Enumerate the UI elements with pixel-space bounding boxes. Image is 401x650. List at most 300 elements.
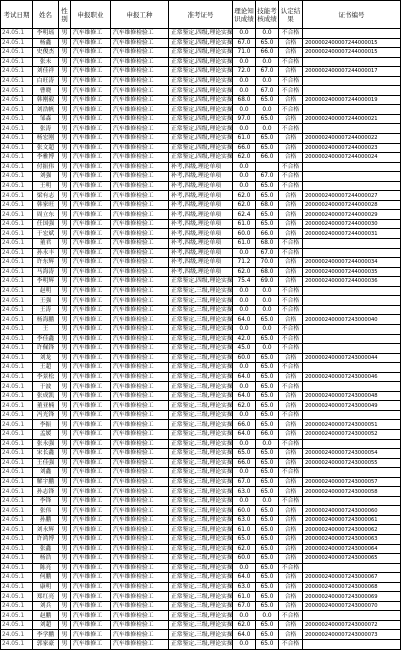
cell-name: 杨鑫: [33, 38, 59, 48]
table-row: [1, 544, 401, 554]
cell-name: 马海涛: [33, 267, 59, 277]
cell-job-type: 汽车维修检验工: [111, 401, 169, 411]
cell-profession: 汽车维修工: [71, 573, 111, 583]
cell-name: 王涛: [33, 305, 59, 315]
cell-skill-score: 65.0: [256, 449, 279, 459]
cell-certificate-no: 2000002400007244000015: [303, 38, 401, 48]
cell-gender: 男: [59, 439, 71, 449]
cell-theory-score: 71.2: [233, 258, 256, 268]
cell-job-type: 汽车维修检验工: [111, 153, 169, 163]
cell-profession: 汽车维修工: [71, 172, 111, 182]
cell-theory-score: 0.0: [233, 162, 256, 172]
table-row: [1, 172, 401, 182]
cell-job-type: 汽车维修检验工: [111, 477, 169, 487]
cell-certificate-no: 2000002400007243000060: [303, 506, 401, 516]
cell-job-type: 汽车维修检验工: [111, 420, 169, 430]
cell-job-type: 汽车维修检验工: [111, 57, 169, 67]
cell-theory-score: 65.0: [233, 534, 256, 544]
cell-name: 张文超: [33, 143, 59, 153]
cell-skill-score: 65.0: [256, 420, 279, 430]
cell-job-type: 汽车维修检验工: [111, 172, 169, 182]
cell-job-type: 汽车维修检验工: [111, 38, 169, 48]
cell-exam-date: 24.05.1: [1, 67, 33, 77]
table-row: [1, 525, 401, 535]
cell-name: 李景松: [33, 372, 59, 382]
cell-skill-score: 65.0: [256, 143, 279, 153]
cell-theory-score: 0.0: [233, 181, 256, 191]
cell-theory-score: 66.0: [233, 458, 256, 468]
cell-certificate-no: [303, 86, 401, 96]
cell-exam-category: 补考,四级,理论单项: [169, 210, 233, 220]
cell-job-type: 汽车维修检验工: [111, 353, 169, 363]
cell-name: 刘浩帆: [33, 105, 59, 115]
table-row: [1, 76, 401, 86]
table-row: [1, 38, 401, 48]
cell-job-type: 汽车维修检验工: [111, 210, 169, 220]
cell-certificate-no: [303, 344, 401, 354]
cell-gender: 男: [59, 286, 71, 296]
cell-profession: 汽车维修工: [71, 200, 111, 210]
cell-profession: 汽车维修工: [71, 277, 111, 287]
cell-profession: 汽车维修工: [71, 305, 111, 315]
cell-name: 李锋: [33, 496, 59, 506]
cell-exam-date: 24.05.1: [1, 162, 33, 172]
cell-name: 韩家旺: [33, 200, 59, 210]
table-row: [1, 487, 401, 497]
cell-result: 合格: [279, 200, 303, 210]
cell-job-type: 汽车维修检验工: [111, 515, 169, 525]
cell-name: 许鸿博: [33, 534, 59, 544]
table-row: [1, 286, 401, 296]
cell-result: 不合格: [279, 57, 303, 67]
table-row: [1, 420, 401, 430]
cell-profession: 汽车维修工: [71, 525, 111, 535]
cell-exam-category: 正常鉴定,四级,理论实操: [169, 86, 233, 96]
table-row: [1, 248, 401, 258]
cell-skill-score: 70.0: [256, 258, 279, 268]
cell-gender: 男: [59, 601, 71, 611]
cell-certificate-no: 2000002400007243000070: [303, 601, 401, 611]
cell-gender: 男: [59, 162, 71, 172]
cell-job-type: 汽车维修检验工: [111, 391, 169, 401]
cell-theory-score: 0.0: [233, 324, 256, 334]
cell-certificate-no: 2000002400007243000051: [303, 420, 401, 430]
cell-job-type: 汽车维修检验工: [111, 363, 169, 373]
cell-exam-category: 补考,四级,理论单项: [169, 229, 233, 239]
cell-name: 韩刚毅: [33, 95, 59, 105]
cell-exam-category: 正常鉴定,三级,理论实操: [169, 429, 233, 439]
cell-certificate-no: 2000002400007244000036: [303, 277, 401, 287]
cell-skill-score: 68.0: [256, 239, 279, 249]
cell-exam-category: 补考,四级,理论单项: [169, 162, 233, 172]
cell-theory-score: 42.0: [233, 334, 256, 344]
cell-exam-date: 24.05.1: [1, 248, 33, 258]
cell-certificate-no: 2000002400007244000022: [303, 134, 401, 144]
table-row: [1, 296, 401, 306]
cell-result: 合格: [279, 487, 303, 497]
cell-job-type: 汽车维修检验工: [111, 181, 169, 191]
cell-certificate-no: 2000002400007244000027: [303, 191, 401, 201]
cell-skill-score: 68.0: [256, 200, 279, 210]
table-row: [1, 640, 401, 650]
cell-theory-score: 0.0: [233, 76, 256, 86]
cell-certificate-no: 2000002400007243000044: [303, 353, 401, 363]
cell-exam-category: 正常鉴定,三级,理论实操: [169, 515, 233, 525]
cell-exam-category: 补考,四级,理论单项: [169, 239, 233, 249]
cell-theory-score: 67.0: [233, 477, 256, 487]
cell-exam-date: 24.05.1: [1, 640, 33, 650]
cell-gender: 男: [59, 229, 71, 239]
cell-name: 张伟: [33, 506, 59, 516]
cell-theory-score: 0.0: [233, 410, 256, 420]
cell-gender: 男: [59, 86, 71, 96]
cell-exam-category: 正常鉴定,三级,理论实操: [169, 534, 233, 544]
cell-certificate-no: [303, 410, 401, 420]
cell-profession: 汽车维修工: [71, 420, 111, 430]
cell-gender: 男: [59, 296, 71, 306]
cell-exam-category: 正常鉴定,四级,理论实操: [169, 48, 233, 58]
cell-gender: 男: [59, 181, 71, 191]
cell-name: 李佳鑫: [33, 334, 59, 344]
cell-result: 合格: [279, 582, 303, 592]
cell-job-type: 汽车维修检验工: [111, 496, 169, 506]
cell-result: 不合格: [279, 496, 303, 506]
cell-gender: 男: [59, 172, 71, 182]
cell-exam-category: 正常鉴定,三级,理论实操: [169, 525, 233, 535]
cell-name: 解宇鹏: [33, 477, 59, 487]
cell-skill-score: 65.0: [256, 573, 279, 583]
cell-theory-score: 65.0: [233, 449, 256, 459]
cell-theory-score: 62.4: [233, 210, 256, 220]
cell-exam-date: 24.05.1: [1, 334, 33, 344]
cell-exam-category: 正常鉴定,四级,理论实操: [169, 124, 233, 134]
cell-exam-category: 正常鉴定,三级,理论实操: [169, 563, 233, 573]
cell-profession: 汽车维修工: [71, 487, 111, 497]
table-row: [1, 582, 401, 592]
cell-theory-score: 62.0: [233, 153, 256, 163]
cell-certificate-no: [303, 563, 401, 573]
cell-theory-score: 0.0: [233, 439, 256, 449]
cell-result: 不合格: [279, 324, 303, 334]
cell-gender: 男: [59, 277, 71, 287]
cell-profession: 汽车维修工: [71, 372, 111, 382]
cell-exam-category: 正常鉴定,三级,理论实操: [169, 363, 233, 373]
cell-result: 不合格: [279, 344, 303, 354]
cell-exam-date: 24.05.1: [1, 401, 33, 411]
cell-certificate-no: [303, 105, 401, 115]
cell-exam-category: 正常鉴定,三级,理论实操: [169, 592, 233, 602]
cell-theory-score: 61.0: [233, 239, 256, 249]
cell-result: 合格: [279, 48, 303, 58]
cell-certificate-no: [303, 76, 401, 86]
cell-theory-score: 66.0: [233, 143, 256, 153]
cell-profession: 汽车维修工: [71, 363, 111, 373]
cell-skill-score: 65.0: [256, 38, 279, 48]
cell-certificate-no: 2000002400007243000072: [303, 620, 401, 630]
cell-exam-date: 24.05.1: [1, 410, 33, 420]
cell-skill-score: 65.0: [256, 525, 279, 535]
cell-exam-category: 正常鉴定,三级,理论实操: [169, 544, 233, 554]
cell-skill-score: 65.0: [256, 210, 279, 220]
cell-exam-date: 24.05.1: [1, 229, 33, 239]
cell-theory-score: 0.0: [233, 496, 256, 506]
cell-name: 孙志锋: [33, 487, 59, 497]
cell-result: 合格: [279, 573, 303, 583]
header-theory-score: 理论知识成绩: [233, 1, 256, 29]
table-row: [1, 229, 401, 239]
cell-certificate-no: 2000002400007244000034: [303, 258, 401, 268]
cell-skill-score: 65.0: [256, 582, 279, 592]
cell-theory-score: 0.0: [233, 382, 256, 392]
cell-exam-date: 24.05.1: [1, 286, 33, 296]
table-row: [1, 200, 401, 210]
cell-result: 不合格: [279, 248, 303, 258]
cell-gender: 男: [59, 496, 71, 506]
cell-job-type: 汽车维修检验工: [111, 592, 169, 602]
cell-result: 合格: [279, 391, 303, 401]
cell-exam-category: 补考,四级,理论单项: [169, 200, 233, 210]
cell-result: 合格: [279, 515, 303, 525]
cell-result: 不合格: [279, 611, 303, 621]
table-row: [1, 363, 401, 373]
cell-profession: 汽车维修工: [71, 449, 111, 459]
cell-job-type: 汽车维修检验工: [111, 449, 169, 459]
cell-skill-score: 65.0: [256, 363, 279, 373]
cell-job-type: 汽车维修检验工: [111, 124, 169, 134]
cell-skill-score: 0.0: [256, 344, 279, 354]
cell-job-type: 汽车维修检验工: [111, 506, 169, 516]
cell-exam-date: 24.05.1: [1, 563, 33, 573]
cell-exam-date: 24.05.1: [1, 258, 33, 268]
cell-gender: 男: [59, 191, 71, 201]
cell-exam-category: 补考,四级,理论单项: [169, 267, 233, 277]
cell-certificate-no: 2000002400007243000046: [303, 372, 401, 382]
cell-name: 白旺涛: [33, 76, 59, 86]
cell-result: 不合格: [279, 124, 303, 134]
cell-exam-date: 24.05.1: [1, 601, 33, 611]
cell-exam-date: 24.05.1: [1, 525, 33, 535]
cell-exam-date: 24.05.1: [1, 620, 33, 630]
cell-name: 张鑫: [33, 544, 59, 554]
table-row: [1, 620, 401, 630]
cell-exam-category: 补考,四级,理论单项: [169, 181, 233, 191]
cell-exam-category: 正常鉴定,四级,理论实操: [169, 277, 233, 287]
cell-gender: 男: [59, 582, 71, 592]
cell-gender: 男: [59, 410, 71, 420]
cell-profession: 汽车维修工: [71, 143, 111, 153]
cell-job-type: 汽车维修检验工: [111, 439, 169, 449]
cell-profession: 汽车维修工: [71, 181, 111, 191]
cell-result: 合格: [279, 114, 303, 124]
cell-gender: 男: [59, 420, 71, 430]
cell-name: 刘龙: [33, 353, 59, 363]
cell-name: 付振伟: [33, 162, 59, 172]
cell-exam-category: 正常鉴定,四级,理论实操: [169, 29, 233, 39]
table-row: [1, 114, 401, 124]
table-row: [1, 554, 401, 564]
cell-exam-date: 24.05.1: [1, 296, 33, 306]
cell-theory-score: 63.0: [233, 515, 256, 525]
cell-result: 不合格: [279, 410, 303, 420]
cell-theory-score: 0.0: [233, 286, 256, 296]
cell-gender: 男: [59, 592, 71, 602]
cell-name: 康明: [33, 582, 59, 592]
table-row: [1, 534, 401, 544]
cell-result: 不合格: [279, 76, 303, 86]
cell-exam-date: 24.05.1: [1, 363, 33, 373]
table-row: [1, 315, 401, 325]
cell-result: 不合格: [279, 334, 303, 344]
cell-profession: 汽车维修工: [71, 334, 111, 344]
cell-job-type: 汽车维修检验工: [111, 267, 169, 277]
table-body: [1, 29, 401, 650]
header-name: 姓名: [33, 1, 59, 29]
cell-exam-category: 正常鉴定,三级,理论实操: [169, 420, 233, 430]
cell-skill-score: 65.0: [256, 401, 279, 411]
cell-gender: 男: [59, 67, 71, 77]
cell-name: 杨宏刚: [33, 134, 59, 144]
cell-theory-score: 62.0: [233, 267, 256, 277]
cell-certificate-no: 2000002400007244000017: [303, 67, 401, 77]
cell-exam-date: 24.05.1: [1, 449, 33, 459]
cell-exam-date: 24.05.1: [1, 429, 33, 439]
cell-skill-score: 0.0: [256, 324, 279, 334]
cell-gender: 男: [59, 76, 71, 86]
cell-exam-date: 24.05.1: [1, 48, 33, 58]
cell-exam-category: 正常鉴定,四级,理论实操: [169, 57, 233, 67]
cell-exam-category: 正常鉴定,三级,理论实操: [169, 620, 233, 630]
cell-profession: 汽车维修工: [71, 258, 111, 268]
cell-gender: 男: [59, 372, 71, 382]
table-row: [1, 506, 401, 516]
cell-skill-score: 0.0: [256, 57, 279, 67]
cell-skill-score: 65.0: [256, 477, 279, 487]
cell-gender: 男: [59, 429, 71, 439]
cell-exam-category: 补考,四级,理论单项: [169, 191, 233, 201]
cell-exam-date: 24.05.1: [1, 487, 33, 497]
cell-name: 于宏斌: [33, 229, 59, 239]
cell-certificate-no: [303, 439, 401, 449]
cell-profession: 汽车维修工: [71, 210, 111, 220]
cell-exam-date: 24.05.1: [1, 219, 33, 229]
cell-gender: 男: [59, 573, 71, 583]
cell-result: 不合格: [279, 181, 303, 191]
cell-job-type: 汽车维修检验工: [111, 86, 169, 96]
cell-exam-category: 正常鉴定,三级,理论实操: [169, 315, 233, 325]
cell-gender: 男: [59, 248, 71, 258]
cell-exam-date: 24.05.1: [1, 105, 33, 115]
table-row: [1, 162, 401, 172]
cell-certificate-no: [303, 305, 401, 315]
cell-job-type: 汽车维修检验工: [111, 620, 169, 630]
cell-certificate-no: 2000002400007243000054: [303, 449, 401, 459]
cell-certificate-no: [303, 382, 401, 392]
cell-exam-date: 24.05.1: [1, 172, 33, 182]
cell-exam-date: 24.05.1: [1, 134, 33, 144]
cell-gender: 男: [59, 515, 71, 525]
cell-name: 刘佳祥: [33, 67, 59, 77]
cell-theory-score: 60.0: [233, 229, 256, 239]
cell-job-type: 汽车维修检验工: [111, 114, 169, 124]
cell-exam-date: 24.05.1: [1, 305, 33, 315]
cell-theory-score: 71.0: [233, 48, 256, 58]
cell-exam-category: 正常鉴定,三级,理论实操: [169, 468, 233, 478]
cell-name: 曹晓: [33, 86, 59, 96]
cell-gender: 男: [59, 525, 71, 535]
cell-job-type: 汽车维修检验工: [111, 554, 169, 564]
cell-exam-date: 24.05.1: [1, 95, 33, 105]
cell-skill-score: 65.0: [256, 468, 279, 478]
table-row: [1, 439, 401, 449]
table-row: [1, 449, 401, 459]
cell-skill-score: 0.0: [256, 76, 279, 86]
cell-certificate-no: 2000002400007244000028: [303, 200, 401, 210]
cell-theory-score: 67.0: [233, 601, 256, 611]
cell-theory-score: 0.0: [233, 468, 256, 478]
cell-skill-score: 65.0: [256, 544, 279, 554]
cell-exam-category: 正常鉴定,三级,理论实操: [169, 353, 233, 363]
cell-exam-date: 24.05.1: [1, 114, 33, 124]
cell-exam-date: 24.05.1: [1, 515, 33, 525]
cell-name: 董亚楠: [33, 401, 59, 411]
cell-name: 许佩锋: [33, 344, 59, 354]
cell-name: 宋长鑫: [33, 449, 59, 459]
cell-job-type: 汽车维修检验工: [111, 191, 169, 201]
header-skill-score: 技能考核成绩: [256, 1, 279, 29]
cell-profession: 汽车维修工: [71, 496, 111, 506]
cell-exam-category: 正常鉴定,三级,理论实操: [169, 382, 233, 392]
table-row: [1, 29, 401, 39]
cell-certificate-no: 2000002400007243000068: [303, 582, 401, 592]
table-row: [1, 477, 401, 487]
cell-gender: 男: [59, 200, 71, 210]
cell-skill-score: 0.0: [256, 496, 279, 506]
cell-profession: 汽车维修工: [71, 286, 111, 296]
cell-certificate-no: 2000002400007244000035: [303, 267, 401, 277]
cell-certificate-no: [303, 57, 401, 67]
cell-gender: 男: [59, 487, 71, 497]
cell-certificate-no: [303, 29, 401, 39]
cell-job-type: 汽车维修检验工: [111, 334, 169, 344]
cell-certificate-no: 2000002400007243000055: [303, 458, 401, 468]
cell-job-type: 汽车维修检验工: [111, 630, 169, 640]
cell-job-type: 汽车维修检验工: [111, 248, 169, 258]
cell-job-type: 汽车维修检验工: [111, 143, 169, 153]
cell-certificate-no: 2000002400007244000015: [303, 48, 401, 58]
cell-result: 合格: [279, 258, 303, 268]
cell-theory-score: 62.0: [233, 200, 256, 210]
cell-skill-score: 0.0: [256, 305, 279, 315]
cell-profession: 汽车维修工: [71, 458, 111, 468]
cell-skill-score: 65.0: [256, 515, 279, 525]
cell-profession: 汽车维修工: [71, 611, 111, 621]
cell-exam-date: 24.05.1: [1, 29, 33, 39]
cell-profession: 汽车维修工: [71, 229, 111, 239]
cell-exam-category: 正常鉴定,三级,理论实操: [169, 334, 233, 344]
table-row: [1, 191, 401, 201]
cell-name: 刘鑫: [33, 468, 59, 478]
table-row: [1, 372, 401, 382]
cell-result: 合格: [279, 429, 303, 439]
cell-gender: 男: [59, 620, 71, 630]
cell-job-type: 汽车维修检验工: [111, 534, 169, 544]
cell-skill-score: 65.0: [256, 592, 279, 602]
cell-theory-score: 60.0: [233, 506, 256, 516]
cell-profession: 汽车维修工: [71, 592, 111, 602]
cell-job-type: 汽车维修检验工: [111, 611, 169, 621]
table-row: [1, 334, 401, 344]
cell-gender: 男: [59, 305, 71, 315]
